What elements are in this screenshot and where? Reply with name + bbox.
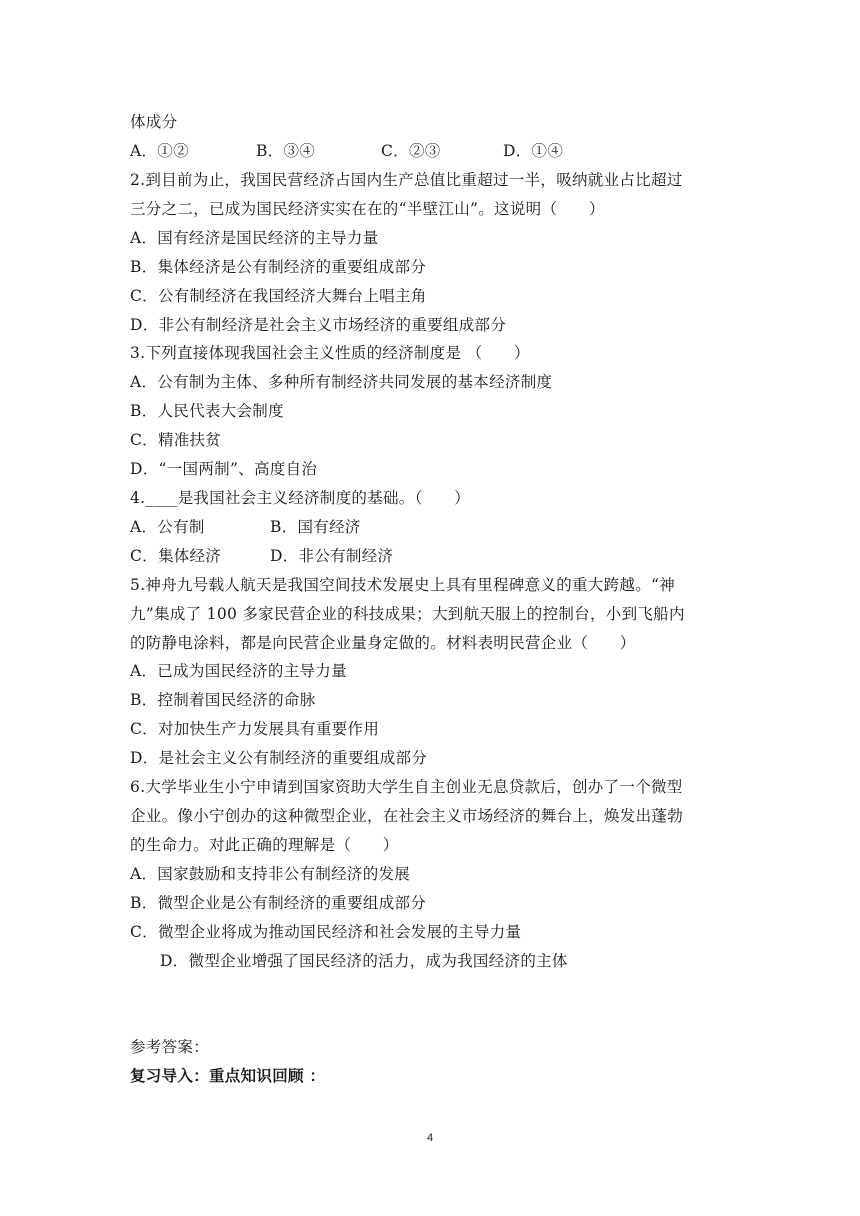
- q6-stem-line-2: 企业。像小宁创办的这种微型企业，在社会主义市场经济的舞台上，焕发出蓬勃: [130, 807, 684, 825]
- q3-option-d: D．“一国两制”、高度自治: [130, 460, 318, 478]
- q2-option-c: C．公有制经济在我国经济大舞台上唱主角: [130, 287, 427, 305]
- q6-option-b: B．微型企业是公有制经济的重要组成部分: [130, 894, 427, 912]
- q4-option-d: D．非公有制经济: [270, 547, 394, 565]
- q2-option-b: B．集体经济是公有制经济的重要组成部分: [130, 258, 427, 276]
- q6-option-a: A．国家鼓励和支持非公有制经济的发展: [130, 865, 411, 883]
- q1-option-b: B．③④: [256, 142, 316, 160]
- q1-options: [130, 141, 740, 161]
- q5-option-d: D．是社会主义公有制经济的重要组成部分: [130, 749, 428, 767]
- q5-option-a: A．已成为国民经济的主导力量: [130, 662, 347, 680]
- q4-options-row-1: [130, 517, 740, 537]
- q1-option-a: A．①②: [130, 142, 189, 160]
- page-number: 4: [426, 1132, 434, 1144]
- q5-stem-line-2: 九”集成了 100 多家民营企业的科技成果；大到航天服上的控制台，小到飞船内: [130, 605, 685, 623]
- q4-option-c: C．集体经济: [130, 547, 222, 565]
- q6-stem-line-1: 6.大学毕业生小宁申请到国家资助大学生自主创业无息贷款后，创办了一个微型: [130, 778, 683, 796]
- q1-option-d: D．①④: [503, 142, 564, 160]
- q1-stem-continuation: 体成分: [130, 113, 178, 131]
- q5-option-b: B．控制着国民经济的命脉: [130, 691, 316, 709]
- q2-stem-line-2: 三分之二，已成为国民经济实实在在的“半壁江山”。这说明（ ）: [130, 200, 605, 218]
- q6-stem-line-3: 的生命力。对此正确的理解是（ ）: [130, 836, 399, 854]
- q5-stem-line-3: 的防静电涂料，都是向民营企业量身定做的。材料表明民营企业（ ）: [130, 634, 636, 652]
- q4-options-row-2: [130, 546, 740, 566]
- q2-option-a: A．国有经济是国民经济的主导力量: [130, 229, 379, 247]
- q5-option-c: C．对加快生产力发展具有重要作用: [130, 720, 380, 738]
- q3-option-b: B．人民代表大会制度: [130, 402, 284, 420]
- q2-option-d: D．非公有制经济是社会主义市场经济的重要组成部分: [130, 316, 507, 334]
- q6-option-c: C．微型企业将成为推动国民经济和社会发展的主导力量: [130, 923, 522, 941]
- q6-option-d: D．微型企业增强了国民经济的活力，成为我国经济的主体: [160, 952, 568, 970]
- q5-stem-line-1: 5.神舟九号载人航天是我国空间技术发展史上具有里程碑意义的重大跨越。“神: [130, 576, 676, 594]
- q4-option-b: B．国有经济: [270, 518, 361, 536]
- q4-option-a: A．公有制: [130, 518, 205, 536]
- answers-heading: 参考答案：: [130, 1038, 210, 1056]
- q3-stem: 3.下列直接体现我国社会主义性质的经济制度是 （ ）: [130, 344, 530, 362]
- q4-stem: 4.____是我国社会主义经济制度的基础。（ ）: [130, 489, 471, 507]
- q3-option-c: C．精准扶贫: [130, 431, 222, 449]
- q3-option-a: A．公有制为主体、多种所有制经济共同发展的基本经济制度: [130, 373, 553, 391]
- q1-option-c: C．②③: [381, 142, 441, 160]
- q2-stem-line-1: 2.到目前为止，我国民营经济占国内生产总值比重超过一半，吸纳就业占比超过: [130, 171, 683, 189]
- review-heading: 复习导入：重点知识回顾 ：: [130, 1067, 326, 1085]
